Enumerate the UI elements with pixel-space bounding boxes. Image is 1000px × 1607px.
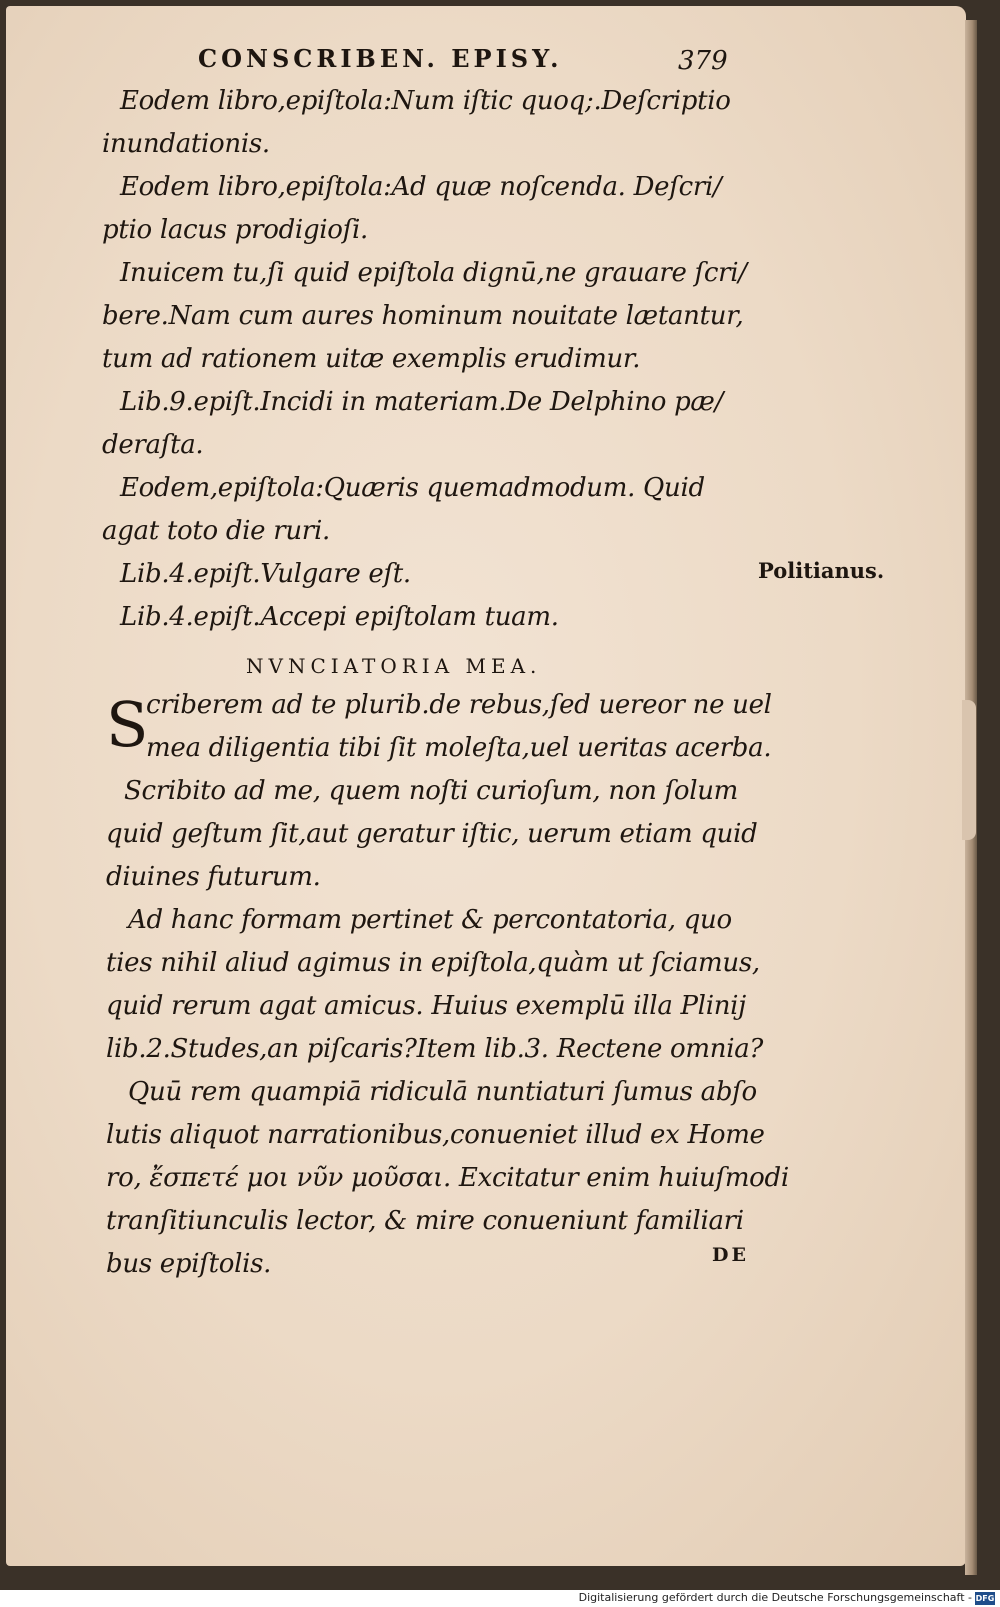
text-line: bere.Nam cum aures hominum nouitate lætantur, [102,301,744,331]
page-tab [962,700,976,840]
text-line: ties nihil aliud agimus in epiſtola,quàm ut ſciamus, [106,948,760,978]
text-line: ro, ἔσπετέ μοι νῦν μοῦσαι. Excitatur enim huiuſmodi [106,1163,789,1193]
text-line: lutis aliquot narrationibus,conueniet illud ex Home [106,1120,765,1150]
text-line: agat toto die ruri. [102,516,330,546]
catchword: DE [712,1244,749,1266]
text-line: Quū rem quampiā ridiculā nuntiaturi ſumus abſo [128,1077,757,1107]
dfg-logo-icon: DFG [975,1594,995,1603]
drop-initial: S [106,688,149,761]
text-line: deraſta. [102,430,204,460]
text-line: mea diligentia tibi ſit moleſta,uel ueritas acerba. [146,733,772,763]
margin-note: Politianus. [758,558,885,583]
text-line: ptio lacus prodigioſi. [102,215,368,245]
text-line: quid geſtum ſit,aut geratur iſtic, uerum etiam quid [106,819,758,849]
text-line: Eodem libro,epiſtola:Num iſtic quoq;.Deſcriptio [120,86,731,116]
book-page [6,6,966,1566]
text-line: tum ad rationem uitæ exemplis erudimur. [102,344,641,374]
text-line: inundationis. [102,129,270,159]
page-number: 379 [678,46,728,76]
text-line: criberem ad te plurib.de rebus,ſed uereor ne uel [146,690,772,720]
text-line: Lib.9.epiſt.Incidi in materiam.De Delphino pæ/ [120,387,724,417]
text-line: bus epiſtolis. [106,1249,272,1279]
text-line: Eodem libro,epiſtola:Ad quæ noſcenda. Deſcri/ [120,172,722,202]
text-line: Scribito ad me, quem noſti curioſum, non ſolum [124,776,739,806]
running-head: CONSCRIBEN. EPISY. [198,44,563,73]
text-line: tranſitiunculis lector, & mire conueniunt familiari [106,1206,744,1236]
section-heading: NVNCIATORIA MEA. [246,654,542,678]
text-line: Ad hanc formam pertinet & percontatoria, quo [128,905,732,935]
text-line: Lib.4.epiſt.Accepi epiſtolam tuam. [120,602,559,632]
text-line: lib.2.Studes,an piſcaris?Item lib.3. Rectene omnia? [106,1034,764,1064]
text-line: quid rerum agat amicus. Huius exemplū illa Plinij [106,991,746,1021]
text-line: Eodem,epiſtola:Quæris quemadmodum. Quid [120,473,705,503]
text-line: Lib.4.epiſt.Vulgare eſt. [120,559,411,589]
text-line: Inuicem tu,ſi quid epiſtola dignū,ne grauare ſcri/ [120,258,747,288]
text-line: diuines futurum. [106,862,321,892]
footer-credit: Digitalisierung gefördert durch die Deutsche Forschungsgemeinschaft - [578,1591,972,1604]
